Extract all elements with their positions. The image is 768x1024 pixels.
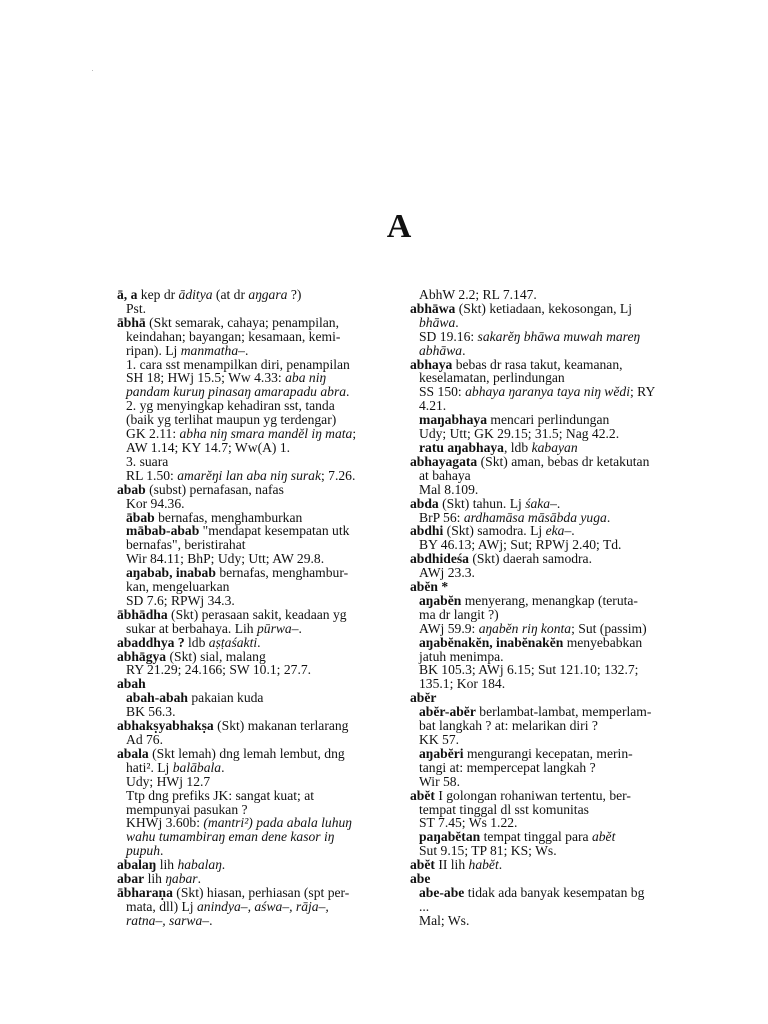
citation-text: āditya xyxy=(178,287,213,302)
definition-text: 2. yg menyingkap kehadiran sst, tanda xyxy=(126,398,335,414)
dictionary-line xyxy=(410,830,682,844)
dictionary-line xyxy=(117,594,387,608)
definition-text: . xyxy=(298,620,302,636)
dictionary-line xyxy=(117,358,387,372)
definition-text: KK 57. xyxy=(419,732,460,747)
citation-text: kabayan xyxy=(531,439,578,455)
dictionary-line xyxy=(117,511,387,525)
dictionary-line xyxy=(117,538,387,552)
definition-text: keindahan; bayangan; kesamaan, kemi- xyxy=(126,328,341,344)
dictionary-line xyxy=(410,705,682,719)
headword: abhāgya xyxy=(117,648,167,664)
definition-text: bebas dr rasa takut, keamanan, xyxy=(452,356,623,372)
definition-text: Mal 8.109. xyxy=(419,481,479,497)
definition-text: . xyxy=(244,342,249,358)
dictionary-line xyxy=(410,900,682,914)
dictionary-line xyxy=(410,427,682,441)
definition-text: "mendapat kesempatan utk xyxy=(199,523,350,539)
dictionary-line xyxy=(117,789,387,803)
definition-text: . xyxy=(571,523,575,539)
definition-text: 4.21. xyxy=(419,398,447,414)
headword: abe-abe xyxy=(419,884,465,900)
citation-text: ŋabar xyxy=(165,871,198,887)
headword: ābhādha xyxy=(117,606,168,622)
definition-text: , ldb xyxy=(503,439,532,455)
dictionary-line xyxy=(117,663,387,677)
dictionary-line xyxy=(410,747,682,761)
citation-text: aŋabĕn riŋ konta xyxy=(478,620,572,636)
dictionary-line xyxy=(410,677,682,691)
dictionary-line xyxy=(117,914,387,928)
definition-text: kan, mengeluarkan xyxy=(126,579,230,595)
dictionary-line xyxy=(117,691,387,705)
dictionary-line xyxy=(410,385,682,399)
definition-text: Wir 58. xyxy=(419,773,460,789)
dictionary-line xyxy=(410,886,682,900)
citation-text: aṣṭaśakti xyxy=(208,634,258,650)
headword: ābharaṇa xyxy=(117,884,173,900)
dictionary-line xyxy=(117,844,387,858)
definition-text: (Skt) aman, bebas dr ketakutan xyxy=(477,453,650,469)
dictionary-line xyxy=(117,886,387,900)
headword: abhāwa xyxy=(410,300,456,316)
definition-text: SD 19.16: xyxy=(419,328,478,344)
dictionary-line xyxy=(117,288,387,302)
dictionary-line xyxy=(410,524,682,538)
definition-text: Ttp dng prefiks JK: sangat kuat; at xyxy=(126,787,315,803)
definition-text: tidak ada banyak kesempatan bg xyxy=(464,884,645,900)
definition-text: jatuh menimpa. xyxy=(419,648,504,664)
dictionary-line xyxy=(410,719,682,733)
citation-text: abha niŋ smara mandĕl iŋ mata xyxy=(179,426,353,442)
definition-text: pakaian kuda xyxy=(187,690,264,706)
dictionary-line xyxy=(410,302,682,316)
headword: abĕr-abĕr xyxy=(419,704,476,720)
definition-text: bernafas, menghamburkan xyxy=(154,509,303,525)
definition-text: (Skt) makanan terlarang xyxy=(213,718,349,734)
dictionary-line xyxy=(117,900,387,914)
citation-text: habĕt xyxy=(468,857,499,873)
headword: abdhideśa xyxy=(410,551,469,567)
definition-text: 3. suara xyxy=(126,453,169,469)
dictionary-line xyxy=(410,399,682,413)
definition-text: tangi at: mempercepat langkah ? xyxy=(419,759,596,775)
dictionary-line xyxy=(117,316,387,330)
definition-text: . xyxy=(257,634,261,650)
dictionary-line xyxy=(117,524,387,538)
dictionary-line xyxy=(117,719,387,733)
definition-text: . xyxy=(462,342,466,358)
headword: abhakṣyabhakṣa xyxy=(117,718,214,734)
definition-text: tempat tinggal para xyxy=(480,829,592,845)
headword: aŋabĕn xyxy=(419,592,462,608)
citation-text: ratna–, sarwa– xyxy=(126,912,210,928)
headword: ā, a xyxy=(117,287,138,302)
definition-text: Udy; HWj 12.7 xyxy=(126,773,211,789)
definition-text: mengurangi kecepatan, merin- xyxy=(463,745,633,761)
dictionary-line xyxy=(410,650,682,664)
dictionary-line xyxy=(117,483,387,497)
definition-text: . xyxy=(498,857,503,873)
left-column xyxy=(117,288,387,928)
dictionary-line xyxy=(410,844,682,858)
definition-text: (Skt) hiasan, perhiasan (spt per- xyxy=(172,884,350,900)
dictionary-line xyxy=(117,344,387,358)
dictionary-line xyxy=(117,399,387,413)
dictionary-line xyxy=(410,413,682,427)
definition-text: menyerang, menangkap (teruta- xyxy=(461,592,638,608)
dictionary-line xyxy=(117,552,387,566)
dictionary-line xyxy=(117,580,387,594)
definition-text: BY 46.13; AWj; Sut; RPWj 2.40; Td. xyxy=(419,537,622,553)
definition-text: (subst) pernafasan, nafas xyxy=(145,481,284,497)
headword: ābab xyxy=(126,509,155,525)
definition-text: AW 1.14; KY 14.7; Ww(A) 1. xyxy=(126,439,291,455)
headword: abhaya xyxy=(410,356,453,372)
dictionary-line xyxy=(117,385,387,399)
dictionary-line xyxy=(410,455,682,469)
dictionary-line xyxy=(410,816,682,830)
citation-text: amarĕŋi lan aba niŋ surak xyxy=(177,467,321,483)
definition-text: ; 7.26. xyxy=(320,467,356,483)
citation-text: anindya–, aśwa–, rāja–, xyxy=(196,898,329,914)
definition-text: bat langkah ? at: melarikan diri ? xyxy=(419,718,598,734)
definition-text: mencari perlindungan xyxy=(487,412,610,428)
citation-text: sakarĕŋ bhāwa muwah mareŋ xyxy=(477,328,641,344)
dictionary-line xyxy=(410,316,682,330)
definition-text: berlambat-lambat, memperlam- xyxy=(475,704,652,720)
dictionary-line xyxy=(410,330,682,344)
headword: abar xyxy=(117,871,145,887)
definition-text: Sut 9.15; TP 81; KS; Ws. xyxy=(419,843,557,859)
definition-text: I golongan rohaniwan tertentu, ber- xyxy=(434,787,631,803)
headword: abĕr xyxy=(410,690,437,706)
dictionary-line xyxy=(117,622,387,636)
definition-text: ; RY xyxy=(629,384,656,400)
definition-text: bernafas", beristirahat xyxy=(126,537,246,553)
dictionary-line xyxy=(117,371,387,385)
dictionary-line xyxy=(410,483,682,497)
citation-text: balābala xyxy=(172,759,222,775)
definition-text: 1. cara sst menampilkan diri, penampilan xyxy=(126,356,350,372)
headword: aŋabab, inabab xyxy=(126,565,216,581)
definition-text: hati². Lj xyxy=(126,759,173,775)
dictionary-line xyxy=(410,288,682,302)
dictionary-line xyxy=(410,441,682,455)
definition-text: GK 2.11: xyxy=(126,426,180,442)
dictionary-line xyxy=(117,302,387,316)
dictionary-line xyxy=(410,580,682,594)
dictionary-line xyxy=(117,330,387,344)
citation-text: bhāwa xyxy=(419,314,456,330)
dictionary-line xyxy=(117,705,387,719)
definition-text: Ad 76. xyxy=(126,732,164,747)
headword: aŋabĕnakĕn, inabĕnakĕn xyxy=(419,634,564,650)
definition-text: SH 18; HWj 15.5; Ww 4.33: xyxy=(126,370,286,386)
definition-text: II lih xyxy=(434,857,469,873)
dictionary-line xyxy=(410,511,682,525)
headword: abalaŋ xyxy=(117,857,157,873)
headword: abdhi xyxy=(410,523,444,539)
definition-text: menyebabkan xyxy=(563,634,643,650)
definition-text: . xyxy=(197,871,201,887)
dictionary-line xyxy=(117,469,387,483)
dictionary-line xyxy=(410,552,682,566)
dictionary-line xyxy=(117,497,387,511)
dictionary-line xyxy=(117,858,387,872)
dictionary-line xyxy=(117,636,387,650)
dictionary-line xyxy=(117,608,387,622)
definition-text: ma dr langit ?) xyxy=(419,606,499,622)
headword: aŋabĕri xyxy=(419,745,464,761)
dictionary-line xyxy=(410,914,682,928)
definition-text: lih xyxy=(144,871,166,887)
definition-text: ; Sut (passim) xyxy=(571,620,647,636)
headword: mābab-abab xyxy=(126,523,200,539)
dictionary-line xyxy=(410,691,682,705)
definition-text: (at dr xyxy=(212,287,249,302)
headword: abab xyxy=(117,481,146,497)
dictionary-line xyxy=(117,413,387,427)
definition-text: mempunyai pasukan ? xyxy=(126,801,248,817)
definition-text: bernafas, menghambur- xyxy=(215,565,349,581)
definition-text: . xyxy=(221,857,226,873)
definition-text: sukar at berbahaya. Lih xyxy=(126,620,257,636)
definition-text: AbhW 2.2; RL 7.147. xyxy=(419,287,537,302)
definition-text: (Skt) samodra. Lj xyxy=(443,523,546,539)
headword: ābhā xyxy=(117,314,146,330)
headword: abĕt xyxy=(410,787,435,803)
citation-text: habalaŋ xyxy=(177,857,222,873)
dictionary-line xyxy=(410,622,682,636)
citation-text: abĕt xyxy=(591,829,616,845)
definition-text: ripan). Lj xyxy=(126,342,181,358)
dictionary-line xyxy=(117,650,387,664)
dictionary-line xyxy=(410,538,682,552)
dictionary-line xyxy=(117,427,387,441)
citation-text: pupuh xyxy=(126,843,160,859)
definition-text: SS 150: xyxy=(419,384,466,400)
dictionary-line xyxy=(410,371,682,385)
definition-text: keselamatan, perlindungan xyxy=(419,370,565,386)
headword: abah xyxy=(117,676,146,692)
definition-text: AWj 59.9: xyxy=(419,620,479,636)
definition-text: . xyxy=(221,759,225,775)
dictionary-line xyxy=(410,608,682,622)
definition-text: . xyxy=(455,314,459,330)
dictionary-line xyxy=(410,344,682,358)
dictionary-line xyxy=(117,677,387,691)
definition-text: BK 56.3. xyxy=(126,704,176,720)
definition-text: (Skt) perasaan sakit, keadaan yg xyxy=(167,606,347,622)
definition-text: Pst. xyxy=(126,300,147,316)
headword: abah-abah xyxy=(126,690,188,706)
definition-text: KHWj 3.60b: xyxy=(126,815,204,831)
headword: abĕt xyxy=(410,857,435,873)
definition-text: ... xyxy=(419,898,430,914)
definition-text: 135.1; Kor 184. xyxy=(419,676,506,692)
dictionary-line xyxy=(117,566,387,580)
headword: abhayagata xyxy=(410,453,478,469)
headword: ratu aŋabhaya xyxy=(419,439,504,455)
definition-text: (Skt) ketiadaan, kekosongan, Lj xyxy=(455,300,633,316)
dictionary-line xyxy=(117,872,387,886)
citation-text: manmatha– xyxy=(180,342,245,358)
dictionary-line xyxy=(410,789,682,803)
dictionary-line xyxy=(410,636,682,650)
citation-text: śaka– xyxy=(525,495,557,511)
citation-text: eka– xyxy=(545,523,572,539)
citation-text: aba niŋ xyxy=(285,370,327,386)
headword: maŋabhaya xyxy=(419,412,487,428)
definition-text: (Skt lemah) dng lemah lembut, dng xyxy=(148,745,345,761)
dictionary-line xyxy=(117,830,387,844)
headword: abda xyxy=(410,495,439,511)
citation-text: pūrwa– xyxy=(256,620,299,636)
definition-text: ldb xyxy=(184,634,209,650)
definition-text: at bahaya xyxy=(419,467,471,483)
dictionary-line xyxy=(410,469,682,483)
dictionary-line xyxy=(410,733,682,747)
headword: abaddhya ? xyxy=(117,634,185,650)
citation-text: aŋgara xyxy=(248,287,288,302)
headword: abala xyxy=(117,745,149,761)
citation-text: wahu tumambiraŋ eman dene kasor iŋ xyxy=(126,829,335,845)
dictionary-line xyxy=(410,803,682,817)
headword: paŋabĕtan xyxy=(419,829,481,845)
definition-text: . xyxy=(159,843,164,859)
definition-text: . xyxy=(209,912,213,928)
definition-text: (Skt semarak, cahaya; penampilan, xyxy=(145,314,339,330)
dictionary-line xyxy=(117,441,387,455)
definition-text: ; xyxy=(352,426,357,442)
dictionary-line xyxy=(117,733,387,747)
definition-text: Wir 84.11; BhP; Udy; Utt; AW 29.8. xyxy=(126,551,325,567)
definition-text: lih xyxy=(156,857,178,873)
citation-text: abhāwa xyxy=(419,342,463,358)
definition-text: (Skt) sial, malang xyxy=(166,648,266,664)
citation-text: ardhamāsa māsābda yuga xyxy=(463,509,607,525)
definition-text: mata, dll) Lj xyxy=(126,898,197,914)
dictionary-line xyxy=(410,497,682,511)
headword: abe xyxy=(410,871,431,887)
definition-text: . xyxy=(346,384,350,400)
definition-text: (baik yg terlihat maupun yg terdengar) xyxy=(126,412,337,428)
definition-text: RY 21.29; 24.166; SW 10.1; 27.7. xyxy=(126,662,312,678)
dictionary-line xyxy=(117,816,387,830)
definition-text: kep dr xyxy=(137,287,179,302)
citation-text: pandam kuruŋ pinasaŋ amarapadu abra xyxy=(126,384,347,400)
definition-text: SD 7.6; RPWj 34.3. xyxy=(126,592,235,608)
definition-text: . xyxy=(606,509,611,525)
definition-text: Kor 94.36. xyxy=(126,495,185,511)
dictionary-line xyxy=(410,775,682,789)
definition-text: RL 1.50: xyxy=(126,467,178,483)
dictionary-line xyxy=(117,761,387,775)
dictionary-line xyxy=(117,455,387,469)
definition-text: ?) xyxy=(287,287,302,302)
dictionary-line xyxy=(410,872,682,886)
citation-text: abhaya ŋaranya taya niŋ wĕdi xyxy=(465,384,630,400)
dictionary-line xyxy=(117,747,387,761)
definition-text: BK 105.3; AWj 6.15; Sut 121.10; 132.7; xyxy=(419,662,639,678)
citation-text: (mantri²) pada abala luhuŋ xyxy=(203,815,352,831)
dictionary-line xyxy=(117,803,387,817)
definition-text: tempat tinggal dl sst komunitas xyxy=(419,801,589,817)
section-letter: A xyxy=(386,208,412,245)
definition-text: BrP 56: xyxy=(419,509,464,525)
dictionary-line xyxy=(410,858,682,872)
definition-text: Udy; Utt; GK 29.15; 31.5; Nag 42.2. xyxy=(419,426,620,442)
dictionary-line xyxy=(410,663,682,677)
definition-text: AWj 23.3. xyxy=(419,565,475,581)
dictionary-line xyxy=(117,775,387,789)
dictionary-line xyxy=(410,358,682,372)
definition-text: ST 7.45; Ws 1.22. xyxy=(419,815,518,831)
dictionary-line xyxy=(410,761,682,775)
definition-text: (Skt) daerah samodra. xyxy=(468,551,592,567)
dictionary-line xyxy=(410,566,682,580)
headword: abĕn * xyxy=(410,579,449,595)
right-column xyxy=(410,288,682,928)
dictionary-line xyxy=(410,594,682,608)
definition-text: (Skt) tahun. Lj xyxy=(438,495,526,511)
scan-speck xyxy=(92,70,93,71)
definition-text: . xyxy=(556,495,561,511)
definition-text: Mal; Ws. xyxy=(419,912,470,928)
